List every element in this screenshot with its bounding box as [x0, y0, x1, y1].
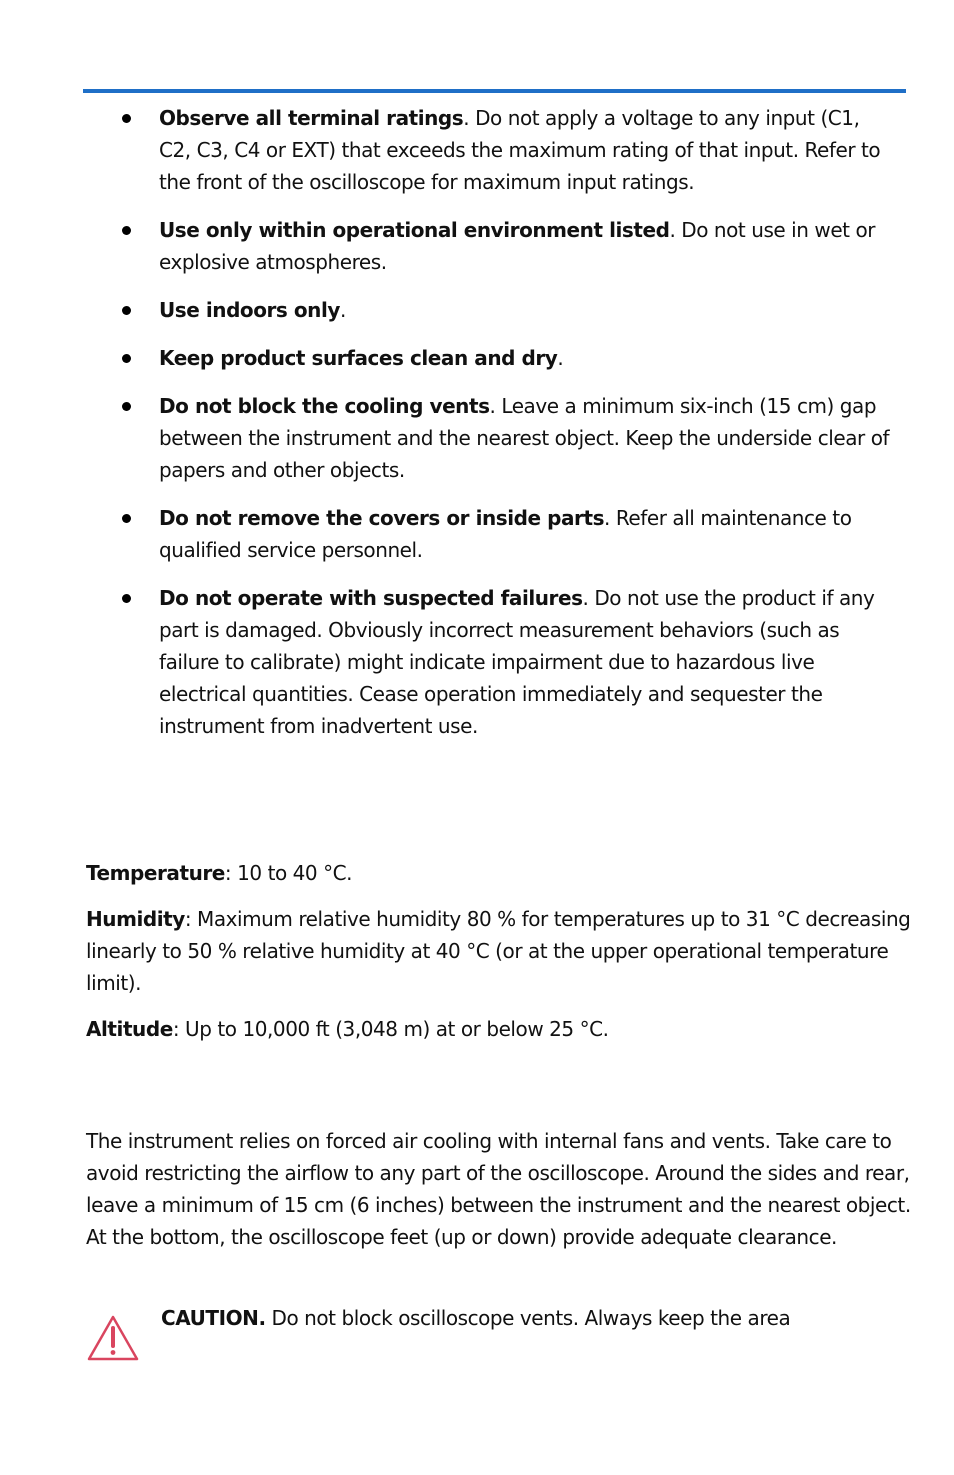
environment-section: [86, 857, 916, 1059]
bullet-terminal-ratings: [0, 102, 954, 198]
bullet-suspected-failures: [0, 582, 954, 742]
bullet-text: . Do not use in wet or explosive atmospheres.: [159, 218, 876, 274]
bullet-text: . Refer all maintenance to qualified service personnel.: [159, 506, 852, 562]
bullet-dot: [122, 594, 131, 603]
bullet-clean-dry: [0, 342, 954, 374]
altitude-text: : Up to 10,000 ft (3,048 m) at or below 25 °C.: [172, 1017, 609, 1041]
bullet-text: . Leave a minimum six-inch (15 cm) gap between the instrument and the nearest object. Keep the underside clear of papers and other objects.: [159, 394, 890, 482]
humidity-spec: [86, 903, 916, 999]
bullet-text: .: [339, 298, 346, 322]
altitude-spec: [86, 1013, 916, 1045]
safety-bullet-list: [0, 102, 954, 758]
humidity-text: : Maximum relative humidity 80 % for temperatures up to 31 °C decreasing linearly to 50 % relative humidity at 40 °C (or at the upper operational temperature limit).: [86, 907, 911, 995]
bullet-title: Do not block the cooling vents: [159, 394, 490, 418]
bullet-text: . Do not use the product if any part is damaged. Obviously incorrect measurement behaviors (such as failure to calibrate) might indicate impairment due to hazardous live electrical quantities. Cease operation immediately and sequester the instrument from inadvertent use.: [159, 586, 875, 738]
cooling-paragraph: The instrument relies on forced air cooling with internal fans and vents. Take care to avoid restricting the airflow to any part of the oscilloscope. Around the sides and rear, leave a minimum of 15 cm (6 inches) between the instrument and the nearest object. At the bottom, the oscilloscope feet (up or down) provide adequate clearance.: [86, 1129, 911, 1249]
warning-triangle-icon: [86, 1314, 140, 1362]
bullet-dot: [122, 514, 131, 523]
bullet-title: Use only within operational environment listed: [159, 218, 670, 242]
bullet-dot: [122, 402, 131, 411]
bullet-text: . Do not apply a voltage to any input (C1, C2, C3, C4 or EXT) that exceeds the maximum rating of that input. Refer to the front of the oscilloscope for maximum input ratings.: [159, 106, 881, 194]
bullet-text: .: [557, 346, 564, 370]
temperature-text: : 10 to 40 °C.: [224, 861, 353, 885]
bullet-dot: [122, 114, 131, 123]
bullet-covers: [0, 502, 954, 566]
caution-note: [86, 1302, 926, 1362]
header-rule: [83, 89, 906, 93]
bullet-title: Observe all terminal ratings: [159, 106, 464, 130]
bullet-dot: [122, 306, 131, 315]
temperature-spec: [86, 857, 916, 889]
bullet-dot: [122, 354, 131, 363]
humidity-label: Humidity: [86, 907, 185, 931]
bullet-indoors-only: [0, 294, 954, 326]
bullet-title: Do not remove the covers or inside parts: [159, 506, 605, 530]
caution-label: CAUTION.: [161, 1306, 266, 1330]
bullet-title: Keep product surfaces clean and dry: [159, 346, 558, 370]
bullet-cooling-vents: [0, 390, 954, 486]
temperature-label: Temperature: [86, 861, 225, 885]
caution-text: [161, 1302, 790, 1334]
caution-body: Do not block oscilloscope vents. Always keep the area: [265, 1306, 791, 1330]
altitude-label: Altitude: [86, 1017, 173, 1041]
bullet-title: Do not operate with suspected failures: [159, 586, 583, 610]
bullet-operational-environment: [0, 214, 954, 278]
bullet-dot: [122, 226, 131, 235]
bullet-title: Use indoors only: [159, 298, 340, 322]
